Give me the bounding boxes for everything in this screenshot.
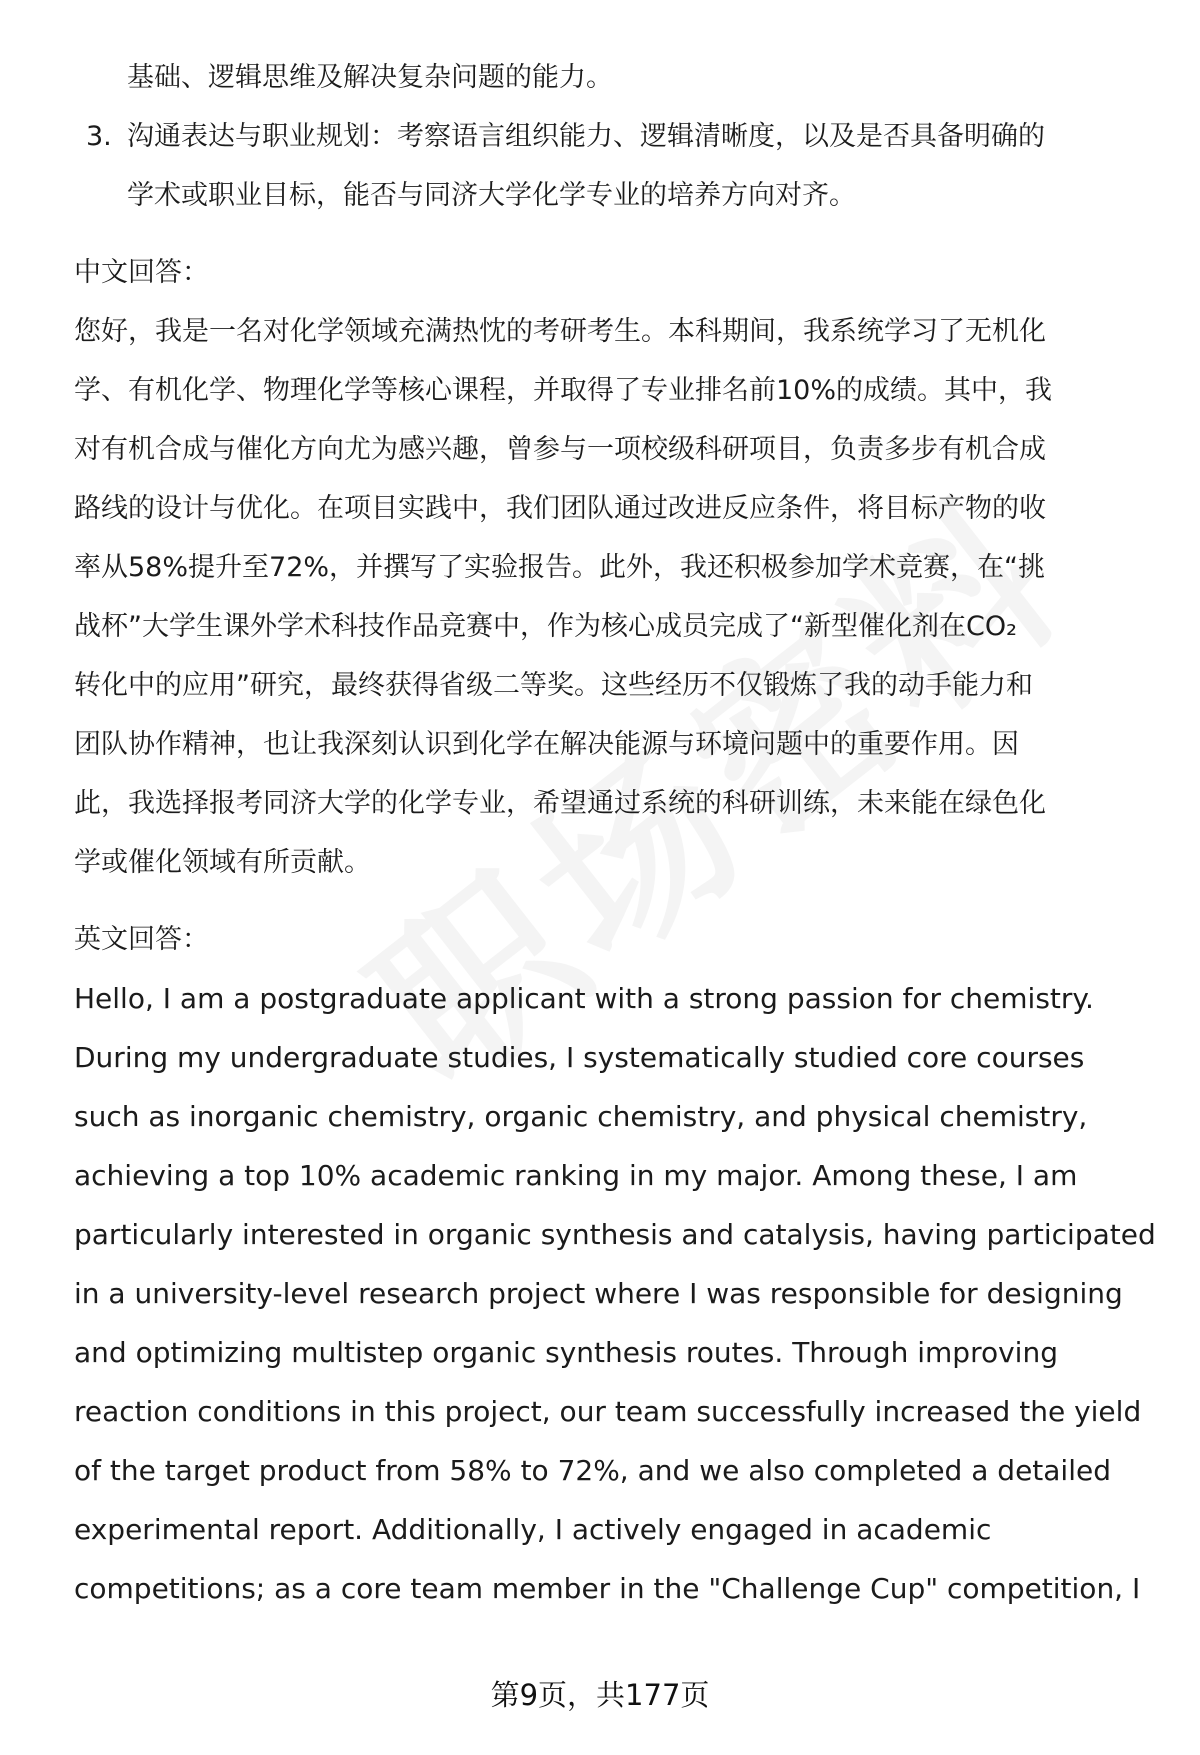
list-continuation: 基础、逻辑思维及解决复杂问题的能力。: [127, 62, 613, 93]
paragraph-line: 学、有机化学、物理化学等核心课程，并取得了专业排名前10%的成绩。其中，我: [74, 375, 1053, 406]
paragraph-line: of the target product from 58% to 72%, and we also completed a detailed: [74, 1454, 1111, 1487]
paragraph-line: 团队协作精神，也让我深刻认识到化学在解决能源与环境问题中的重要作用。因: [74, 729, 1019, 760]
paragraph-line: 学或催化领域有所贡献。: [74, 847, 371, 878]
paragraph-line: achieving a top 10% academic ranking in my major. Among these, I am: [74, 1159, 1078, 1192]
paragraph-line: experimental report. Additionally, I actively engaged in academic: [74, 1513, 992, 1546]
list-item-line: 沟通表达与职业规划：考察语言组织能力、逻辑清晰度，以及是否具备明确的: [127, 121, 1045, 152]
paragraph-line: in a university-level research project where I was responsible for designing: [74, 1277, 1123, 1310]
paragraph-line: 路线的设计与优化。在项目实践中，我们团队通过改进反应条件，将目标产物的收: [74, 493, 1046, 524]
chinese-answer-heading: 中文回答：: [74, 257, 209, 288]
paragraph-line: 您好，我是一名对化学领域充满热忱的考研考生。本科期间，我系统学习了无机化: [74, 316, 1046, 347]
page-content: [74, 48, 1154, 1618]
chinese-answer-section: [74, 243, 1154, 892]
english-answer-section: [74, 910, 1154, 1618]
list-item-line: 学术或职业目标，能否与同济大学化学专业的培养方向对齐。: [127, 180, 856, 211]
page-number-footer: 第9页，共177页: [490, 1678, 710, 1712]
paragraph-line: Hello, I am a postgraduate applicant with a strong passion for chemistry.: [74, 982, 1094, 1015]
english-answer-heading: 英文回答：: [74, 924, 209, 955]
paragraph-line: and optimizing multistep organic synthesis routes. Through improving: [74, 1336, 1058, 1369]
paragraph-line: such as inorganic chemistry, organic chemistry, and physical chemistry,: [74, 1100, 1088, 1133]
paragraph-line: competitions; as a core team member in the "Challenge Cup" competition, I: [74, 1572, 1141, 1605]
paragraph-line: 对有机合成与催化方向尤为感兴趣，曾参与一项校级科研项目，负责多步有机合成: [74, 434, 1046, 465]
paragraph-line: 战杯”大学生课外学术科技作品竞赛中，作为核心成员完成了“新型催化剂在CO₂: [74, 611, 1017, 642]
list-item-3: [74, 107, 1154, 225]
paragraph-line: particularly interested in organic synthesis and catalysis, having participated: [74, 1218, 1156, 1251]
paragraph-line: reaction conditions in this project, our team successfully increased the yield: [74, 1395, 1142, 1428]
list-item-number: 3.: [86, 121, 112, 152]
paragraph-line: 率从58%提升至72%，并撰写了实验报告。此外，我还积极参加学术竞赛，在“挑: [74, 552, 1046, 583]
paragraph-line: 此，我选择报考同济大学的化学专业，希望通过系统的科研训练，未来能在绿色化: [74, 788, 1046, 819]
paragraph-line: During my undergraduate studies, I systematically studied core courses: [74, 1041, 1085, 1074]
paragraph-line: 转化中的应用”研究，最终获得省级二等奖。这些经历不仅锻炼了我的动手能力和: [74, 670, 1033, 701]
